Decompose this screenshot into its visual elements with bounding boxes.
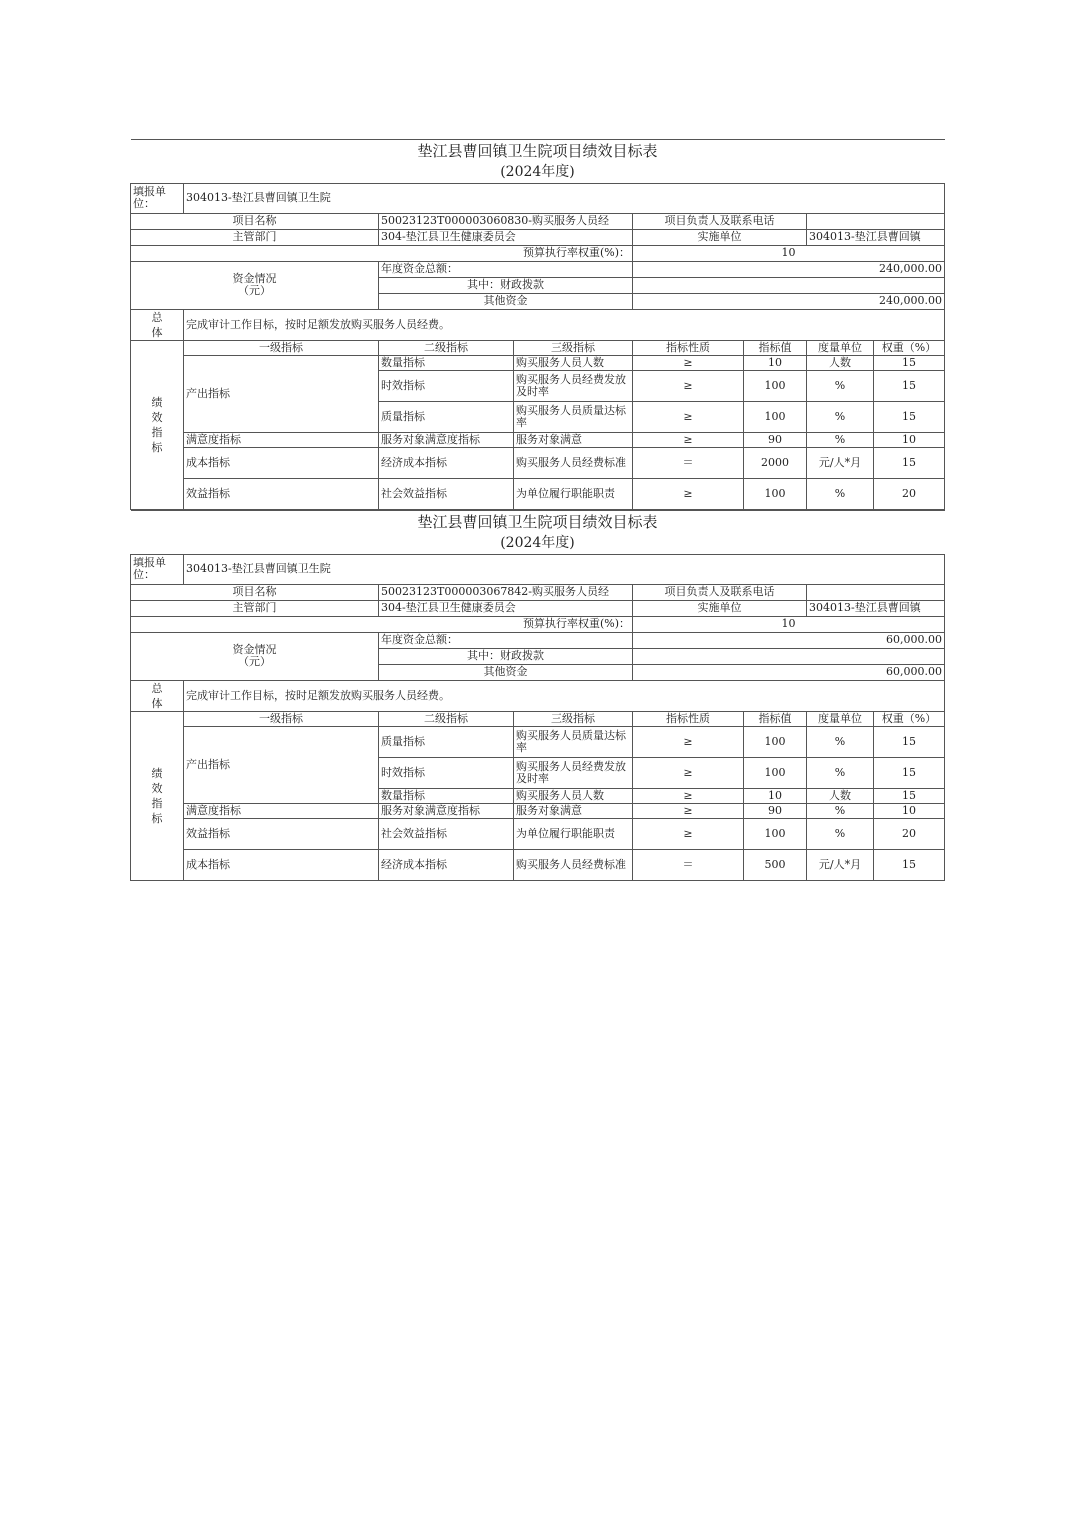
indicator-value: 100 (744, 478, 807, 509)
indicator-l2: 数量指标 (379, 355, 514, 370)
indicator-l2: 经济成本指标 (379, 849, 514, 880)
fiscal-label: 其中：财政拨款 (379, 648, 633, 664)
indicator-weight: 20 (874, 478, 945, 509)
header-value: 指标值 (744, 711, 807, 726)
indicator-weight: 15 (874, 401, 945, 432)
indicator-value: 10 (744, 355, 807, 370)
indicator-l3: 为单位履行职能职责 (514, 478, 633, 509)
header-weight: 权重（%） (874, 340, 945, 355)
indicator-weight: 15 (874, 370, 945, 401)
indicator-nature: ≥ (633, 478, 744, 509)
indicator-l3: 购买服务人员质量达标率 (514, 726, 633, 757)
indicator-l3: 购买服务人员人数 (514, 788, 633, 803)
indicator-value: 90 (744, 803, 807, 818)
indicator-l2: 服务对象满意度指标 (379, 803, 514, 818)
overall-goal-label: 总 体 (131, 680, 184, 711)
indicator-nature: ≥ (633, 726, 744, 757)
dept-value: 304-垫江县卫生健康委员会 (379, 229, 633, 245)
other-funds-value: 60,000.00 (633, 664, 945, 680)
perf-indicators-label: 绩 效 指 标 (131, 340, 184, 509)
indicator-value: 90 (744, 432, 807, 447)
indicator-l1: 成本指标 (184, 849, 379, 880)
perf-indicators-label: 绩 效 指 标 (131, 711, 184, 880)
table-title: 垫江县曹回镇卫生院项目绩效目标表 (131, 140, 945, 164)
header-l3: 三级指标 (514, 711, 633, 726)
impl-unit-label: 实施单位 (633, 600, 807, 616)
indicator-l3: 购买服务人员经费标准 (514, 447, 633, 478)
header-weight: 权重（%） (874, 711, 945, 726)
indicator-l2: 时效指标 (379, 370, 514, 401)
annual-total-value: 60,000.00 (633, 632, 945, 648)
annual-total-label: 年度资金总额： (379, 632, 633, 648)
impl-unit-label: 实施单位 (633, 229, 807, 245)
indicator-value: 100 (744, 370, 807, 401)
indicator-value: 100 (744, 401, 807, 432)
header-l2: 二级指标 (379, 340, 514, 355)
indicator-weight: 15 (874, 788, 945, 803)
indicator-l1: 效益指标 (184, 818, 379, 849)
indicator-weight: 15 (874, 757, 945, 788)
indicator-l3: 购买服务人员经费标准 (514, 849, 633, 880)
indicator-nature: ≥ (633, 788, 744, 803)
indicator-value: 10 (744, 788, 807, 803)
indicator-l3: 购买服务人员人数 (514, 355, 633, 370)
header-l1: 一级指标 (184, 711, 379, 726)
indicator-unit: % (807, 803, 874, 818)
performance-table-1 (130, 139, 944, 510)
indicator-unit: % (807, 818, 874, 849)
table-title: 垫江县曹回镇卫生院项目绩效目标表 (131, 511, 945, 535)
budget-weight-value: 10 (633, 245, 945, 261)
indicator-nature: ＝ (633, 849, 744, 880)
header-nature: 指标性质 (633, 711, 744, 726)
header-l1: 一级指标 (184, 340, 379, 355)
overall-goal-text: 完成审计工作目标，按时足额发放购买服务人员经费。 (184, 680, 945, 711)
unit-label: 填报单位： (131, 183, 184, 213)
header-l3: 三级指标 (514, 340, 633, 355)
indicator-unit: % (807, 370, 874, 401)
indicator-nature: ≥ (633, 432, 744, 447)
dept-label: 主管部门 (131, 600, 379, 616)
indicator-value: 100 (744, 757, 807, 788)
project-name-value: 50023123T000003067842-购买服务人员经 (379, 584, 633, 600)
header-unit: 度量单位 (807, 711, 874, 726)
project-name-label: 项目名称 (131, 584, 379, 600)
indicator-unit: % (807, 432, 874, 447)
indicator-l1: 产出指标 (184, 726, 379, 803)
indicator-weight: 20 (874, 818, 945, 849)
other-funds-value: 240,000.00 (633, 293, 945, 309)
indicator-l3: 服务对象满意 (514, 803, 633, 818)
indicator-nature: ≥ (633, 818, 744, 849)
dept-label: 主管部门 (131, 229, 379, 245)
contact-label: 项目负责人及联系电话 (633, 213, 807, 229)
indicator-nature: ≥ (633, 401, 744, 432)
indicator-l3: 服务对象满意 (514, 432, 633, 447)
indicator-l1: 产出指标 (184, 355, 379, 432)
indicator-nature: ≥ (633, 803, 744, 818)
funds-label: 资金情况 （元） (131, 632, 379, 680)
project-name-label: 项目名称 (131, 213, 379, 229)
budget-weight-value: 10 (633, 616, 945, 632)
fiscal-value (633, 648, 945, 664)
budget-weight-label: 预算执行率权重(%)： (131, 245, 633, 261)
indicator-l3: 为单位履行职能职责 (514, 818, 633, 849)
header-nature: 指标性质 (633, 340, 744, 355)
indicator-unit: % (807, 401, 874, 432)
indicator-l2: 数量指标 (379, 788, 514, 803)
indicator-weight: 15 (874, 849, 945, 880)
impl-unit-value: 304013-垫江县曹回镇 (807, 600, 945, 616)
contact-value (807, 584, 945, 600)
indicator-weight: 15 (874, 447, 945, 478)
header-unit: 度量单位 (807, 340, 874, 355)
annual-total-value: 240,000.00 (633, 261, 945, 277)
indicator-l2: 质量指标 (379, 401, 514, 432)
indicator-l1: 满意度指标 (184, 803, 379, 818)
indicator-nature: ≥ (633, 355, 744, 370)
indicator-value: 100 (744, 726, 807, 757)
table-year: (2024年度) (131, 163, 945, 183)
indicator-unit: 人数 (807, 355, 874, 370)
indicator-l2: 服务对象满意度指标 (379, 432, 514, 447)
header-l2: 二级指标 (379, 711, 514, 726)
table-year: (2024年度) (131, 534, 945, 554)
performance-table-2 (130, 510, 944, 881)
indicator-weight: 10 (874, 432, 945, 447)
indicator-l3: 购买服务人员经费发放及时率 (514, 757, 633, 788)
indicator-value: 500 (744, 849, 807, 880)
indicator-l3: 购买服务人员经费发放及时率 (514, 370, 633, 401)
dept-value: 304-垫江县卫生健康委员会 (379, 600, 633, 616)
indicator-value: 100 (744, 818, 807, 849)
indicator-weight: 10 (874, 803, 945, 818)
unit-value: 304013-垫江县曹回镇卫生院 (184, 183, 945, 213)
indicator-l1: 满意度指标 (184, 432, 379, 447)
fiscal-value (633, 277, 945, 293)
impl-unit-value: 304013-垫江县曹回镇 (807, 229, 945, 245)
contact-value (807, 213, 945, 229)
indicator-l1: 效益指标 (184, 478, 379, 509)
indicator-l2: 社会效益指标 (379, 478, 514, 509)
annual-total-label: 年度资金总额： (379, 261, 633, 277)
unit-label: 填报单位： (131, 554, 184, 584)
indicator-unit: % (807, 478, 874, 509)
indicator-l2: 社会效益指标 (379, 818, 514, 849)
indicator-unit: % (807, 757, 874, 788)
indicator-l1: 成本指标 (184, 447, 379, 478)
indicator-l3: 购买服务人员质量达标率 (514, 401, 633, 432)
indicator-unit: 人数 (807, 788, 874, 803)
indicator-unit: % (807, 726, 874, 757)
indicator-weight: 15 (874, 726, 945, 757)
other-funds-label: 其他资金 (379, 664, 633, 680)
indicator-l2: 经济成本指标 (379, 447, 514, 478)
funds-label: 资金情况 （元） (131, 261, 379, 309)
overall-goal-label: 总 体 (131, 309, 184, 340)
indicator-nature: ≥ (633, 370, 744, 401)
unit-value: 304013-垫江县曹回镇卫生院 (184, 554, 945, 584)
indicator-value: 2000 (744, 447, 807, 478)
indicator-l2: 时效指标 (379, 757, 514, 788)
indicator-l2: 质量指标 (379, 726, 514, 757)
budget-weight-label: 预算执行率权重(%)： (131, 616, 633, 632)
indicator-unit: 元/人*月 (807, 849, 874, 880)
indicator-unit: 元/人*月 (807, 447, 874, 478)
other-funds-label: 其他资金 (379, 293, 633, 309)
project-name-value: 50023123T000003060830-购买服务人员经 (379, 213, 633, 229)
indicator-weight: 15 (874, 355, 945, 370)
overall-goal-text: 完成审计工作目标，按时足额发放购买服务人员经费。 (184, 309, 945, 340)
indicator-nature: ≥ (633, 757, 744, 788)
fiscal-label: 其中：财政拨款 (379, 277, 633, 293)
contact-label: 项目负责人及联系电话 (633, 584, 807, 600)
indicator-nature: ＝ (633, 447, 744, 478)
header-value: 指标值 (744, 340, 807, 355)
